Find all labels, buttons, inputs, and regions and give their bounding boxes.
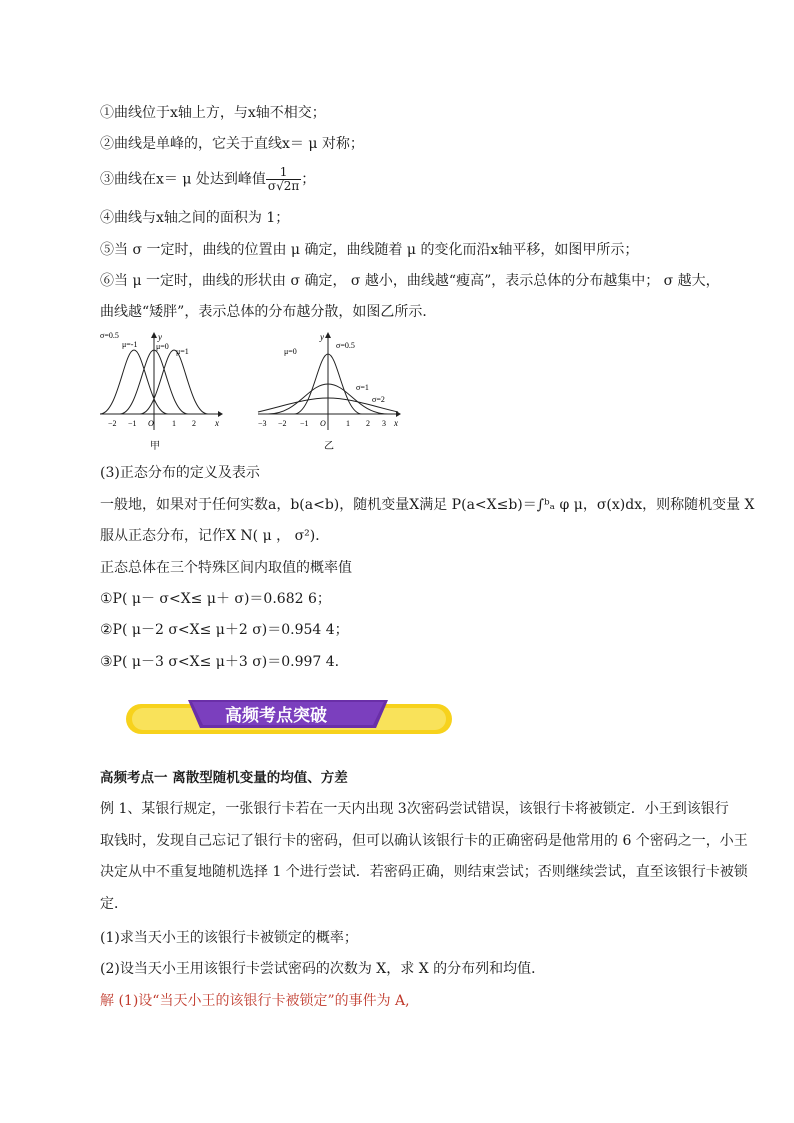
solution-line [100,991,410,1011]
jia-tick-2: −1 [128,419,137,428]
property-2: ②曲线是单峰的，它关于直线x＝ μ 对称； [100,136,364,152]
banner-title: 高频考点突破 [225,706,327,726]
yi-sigma-label-3: σ=2 [372,395,385,404]
definition-line-2: 服从正态分布，记作X N( μ ， σ²)． [100,528,330,544]
yi-x-axis-label: x [394,418,398,428]
property-3-end: ； [301,171,316,188]
jia-tick-4: 1 [172,419,176,428]
figure-yi-svg [254,330,404,455]
property-3-text: ③曲线在x＝ μ 处达到峰值 [100,171,266,188]
jia-tick-5: 2 [192,419,196,428]
example-line-4: 定． [100,896,128,912]
probability-intro: 正态总体在三个特殊区间内取值的概率值 [100,560,352,576]
question-2: (2)设当天小王用该银行卡尝试密码的次数为 X，求 X 的分布列和均值． [100,961,546,977]
yi-mu-label: μ=0 [284,347,297,356]
jia-tick-1: −2 [108,419,117,428]
property-1: ①曲线位于x轴上方，与x轴不相交； [100,105,326,121]
yi-tick-4: O [320,419,326,428]
yi-sigma-label-1: σ=0.5 [336,341,355,350]
question-1: (1)求当天小王的该银行卡被锁定的概率； [100,930,358,946]
probability-2: ②P( μ－2 σ<X≤ μ＋2 σ)＝0.954 4； [100,622,349,638]
solution-label: 解 [100,993,114,1009]
yi-tick-3: −1 [300,419,309,428]
property-6-line-2: 曲线越“矮胖”，表示总体的分布越分散，如图乙所示． [100,304,437,320]
figure-yi [254,330,404,459]
fraction-numerator: 1 [266,166,301,180]
jia-mu-label-1: μ=-1 [122,340,138,349]
example-line-1: 例 1、某银行规定，一张银行卡若在一天内出现 3次密码尝试错误，该银行卡将被锁定．小王到该银行 [100,801,729,817]
section-heading: 高频考点一 离散型随机变量的均值、方差 [100,770,348,786]
example-line-2: 取钱时，发现自己忘记了银行卡的密码，但可以确认该银行卡的正确密码是他常用的 6 个密码之一，小王 [100,833,748,849]
yi-y-axis-label: y [320,332,324,342]
jia-curve-mu-neg1 [100,350,168,414]
figure-jia [96,330,226,459]
jia-x-axis-label: x [215,418,219,428]
jia-tick-3: O [148,419,154,428]
jia-sigma-label: σ=0.5 [100,331,119,340]
jia-caption: 甲 [150,441,160,452]
property-6-line-1: ⑥当 μ 一定时，曲线的形状由 σ 确定， σ 越小，曲线越“瘦高”，表示总体的分布越集中； σ 越大， [100,273,720,289]
yi-tick-5: 1 [346,419,350,428]
yi-caption: 乙 [324,441,334,452]
yi-sigma-label-2: σ=1 [356,383,369,392]
probability-3: ③P( μ－3 σ<X≤ μ＋3 σ)＝0.997 4. [100,654,340,670]
property-4: ④曲线与x轴之间的面积为 1； [100,210,290,226]
definition-heading: (3)正态分布的定义及表示 [100,465,260,481]
example-line-3: 决定从中不重复地随机选择 1 个进行尝试．若密码正确，则结束尝试；否则继续尝试，直至该银行卡被锁 [100,864,748,880]
definition-line-1: 一般地，如果对于任何实数a，b(a<b)，随机变量X满足 P(a<X≤b)＝∫ᵇₐ φ μ，σ(x)dx，则称随机变量 X [100,497,755,513]
jia-mu-label-2: μ=0 [156,342,169,351]
jia-mu-label-3: μ=1 [176,347,189,356]
peak-fraction [266,166,301,193]
yi-tick-2: −2 [278,419,287,428]
property-5: ⑤当 σ 一定时，曲线的位置由 μ 确定，曲线随着 μ 的变化而沿x轴平移，如图甲所示； [100,242,639,258]
yi-tick-1: −3 [258,419,267,428]
probability-1: ①P( μ－ σ<X≤ μ＋ σ)＝0.682 6； [100,591,331,607]
fraction-denominator: σ√2π [267,179,300,193]
property-3 [100,166,315,193]
figure-jia-svg [96,330,226,455]
solution-text: (1)设“当天小王的该银行卡被锁定”的事件为 A, [114,993,410,1009]
yi-tick-6: 2 [366,419,370,428]
jia-curve-mu-1 [140,350,208,414]
yi-tick-7: 3 [382,419,386,428]
jia-y-axis-label: y [158,332,162,342]
